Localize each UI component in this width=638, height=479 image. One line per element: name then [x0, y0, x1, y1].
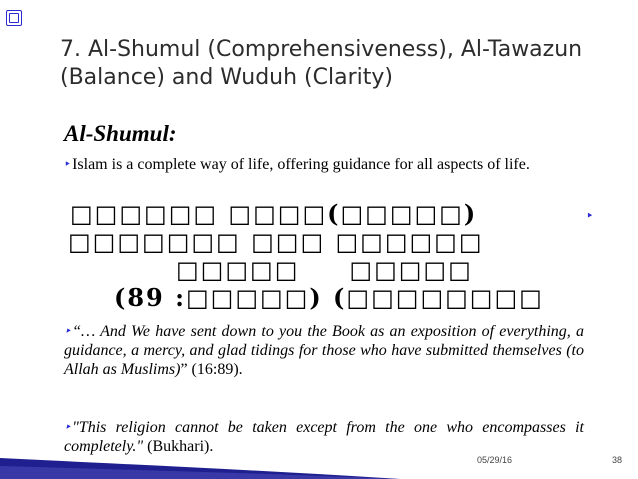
slide-title: 7. Al-Shumul (Comprehensiveness), Al-Tawazun (Balance) and Wuduh (Clarity): [60, 37, 583, 90]
triangle-bullet-icon: ‣: [64, 157, 72, 171]
bullet-point-1: [64, 155, 584, 174]
page-number: 38: [612, 455, 623, 465]
nested-square-icon: [6, 10, 22, 26]
arabic-line-1: □□□□□□ □□□□(□□□□□): [70, 199, 478, 228]
point3-ref: ” (16:89).: [180, 361, 243, 378]
arabic-line-2: □□□□□□□ □□□ □□□□□□: [68, 227, 484, 256]
point1-text: Islam is a complete way of life, offering guidance for all aspects of life.: [72, 156, 530, 173]
point3-quote: “… And We have sent down to you the Book as an exposition of everything, a guidance, a mercy, and glad tidings for those who have submitted themselves (to Allah as Muslims): [64, 323, 584, 378]
arabic-verse: [66, 200, 586, 312]
footer-date: 05/29/16: [477, 455, 513, 465]
bullet-point-3: [64, 322, 584, 379]
arabic-line-3a: □□□□□: [176, 255, 300, 284]
decorative-swoosh: [0, 440, 400, 479]
triangle-bullet-icon: ‣: [586, 208, 594, 223]
triangle-bullet-icon: ‣: [64, 324, 72, 338]
arabic-line-3b: □□□□□: [349, 255, 473, 284]
section-heading: Al-Shumul:: [64, 121, 177, 146]
arabic-line-3: [66, 256, 586, 284]
triangle-bullet-icon: ‣: [64, 420, 72, 434]
point4-quote: "This religion cannot be taken except from the one who encompasses it completely.": [64, 419, 584, 455]
point4-ref: (Bukhari).: [143, 438, 214, 455]
arabic-line-4: (89 :□□□□□) (□□□□□□□□: [114, 283, 544, 312]
